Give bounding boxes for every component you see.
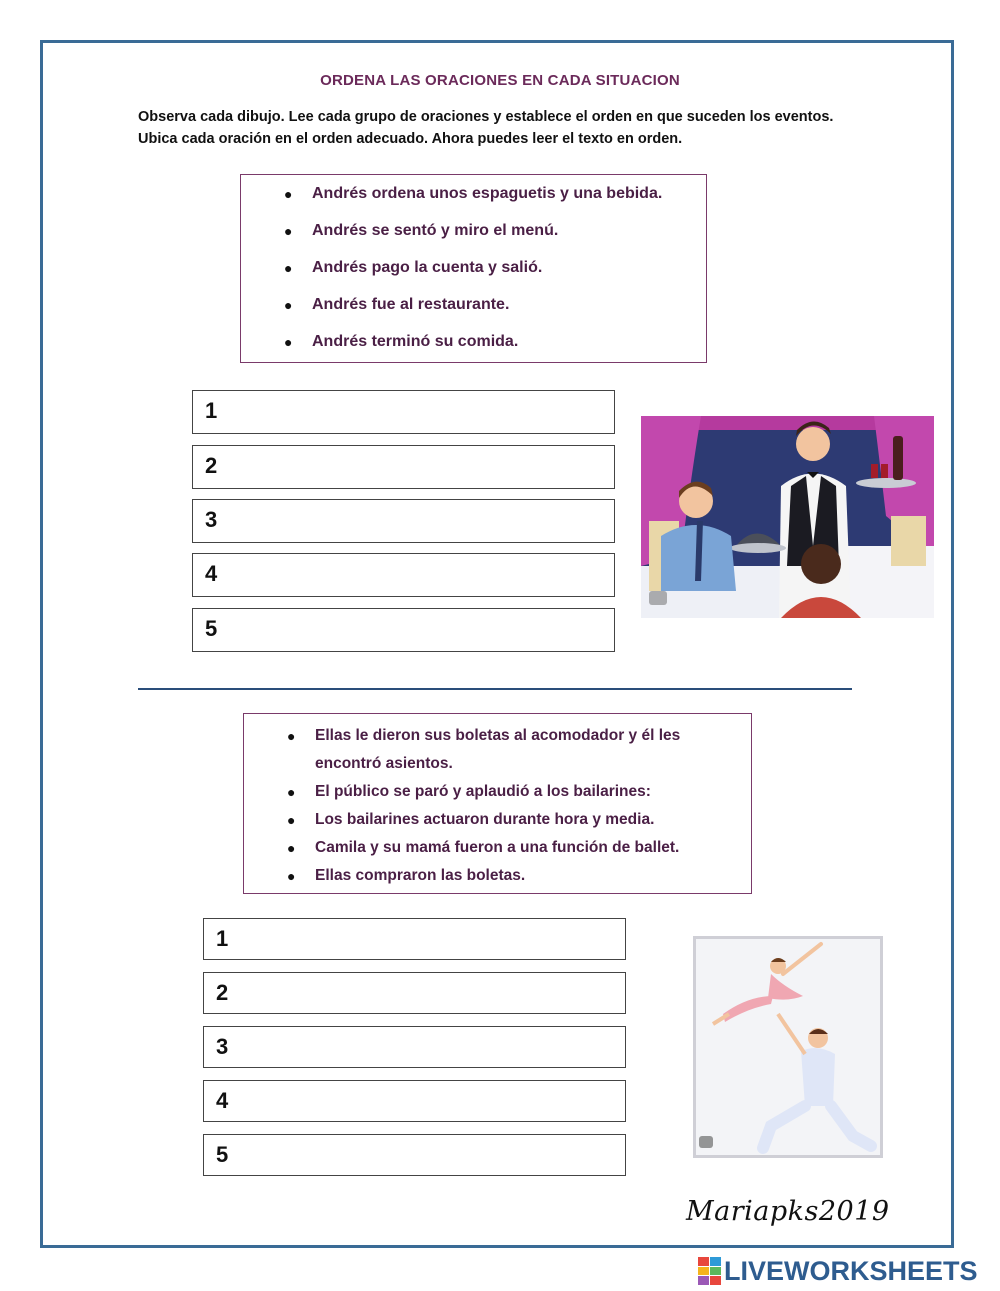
restaurant-waiter-image: [641, 416, 934, 618]
list-item: ● Andrés fue al restaurante.: [312, 294, 706, 331]
answer-field-3[interactable]: 3: [203, 1026, 626, 1068]
page-title: ORDENA LAS ORACIONES EN CADA SITUACION: [320, 72, 680, 89]
bullet-icon: ●: [287, 812, 296, 828]
bullet-icon: ●: [284, 297, 293, 313]
list-item: ● Andrés se sentó y miro el menú.: [312, 220, 706, 257]
bullet-icon: ●: [284, 186, 293, 202]
ballet-dancers-image: [693, 936, 883, 1158]
bullet-icon: ●: [287, 784, 296, 800]
list-item: ● Andrés ordena unos espaguetis y una bebida.: [312, 183, 706, 220]
liveworksheets-footer: [698, 1255, 978, 1287]
sentence-box-ballet: [243, 713, 752, 894]
answer-field-5[interactable]: 5: [192, 608, 615, 652]
sentence-box-restaurant: [240, 174, 707, 363]
liveworksheets-logo-icon: [698, 1257, 722, 1285]
answer-field-2[interactable]: 2: [192, 445, 615, 489]
answer-field-4[interactable]: 4: [203, 1080, 626, 1122]
list-item: ● Ellas le dieron sus boletas al acomodador y él les encontró asientos.: [315, 722, 715, 778]
list-item: ● Andrés pago la cuenta y salió.: [312, 257, 706, 294]
answer-field-5[interactable]: 5: [203, 1134, 626, 1176]
answer-field-2[interactable]: 2: [203, 972, 626, 1014]
author-signature: Mariapks2019: [686, 1196, 890, 1227]
bullet-icon: ●: [284, 334, 293, 350]
bullet-icon: ●: [287, 840, 296, 856]
bullet-icon: ●: [287, 728, 296, 744]
bullet-icon: ●: [287, 868, 296, 884]
answer-field-1[interactable]: 1: [192, 390, 615, 434]
list-item: ● Ellas compraron las boletas.: [315, 862, 751, 890]
liveworksheets-brand: LIVEWORKSHEETS: [724, 1256, 978, 1286]
answer-field-4[interactable]: 4: [192, 553, 615, 597]
bullet-icon: ●: [284, 223, 293, 239]
list-item: ● Andrés terminó su comida.: [312, 331, 706, 368]
list-item: ● Camila y su mamá fueron a una función de ballet.: [315, 834, 751, 862]
answer-field-3[interactable]: 3: [192, 499, 615, 543]
list-item: ● El público se paró y aplaudió a los bailarines:: [315, 778, 751, 806]
bullet-icon: ●: [284, 260, 293, 276]
section-divider: [138, 688, 852, 690]
answer-field-1[interactable]: 1: [203, 918, 626, 960]
instructions-text: Observa cada dibujo. Lee cada grupo de oraciones y establece el orden en que suceden los eventos. Ubica cada oración en el orden adecuado. Ahora puedes leer el texto en orden.: [138, 109, 834, 147]
list-item: ● Los bailarines actuaron durante hora y media.: [315, 806, 751, 834]
